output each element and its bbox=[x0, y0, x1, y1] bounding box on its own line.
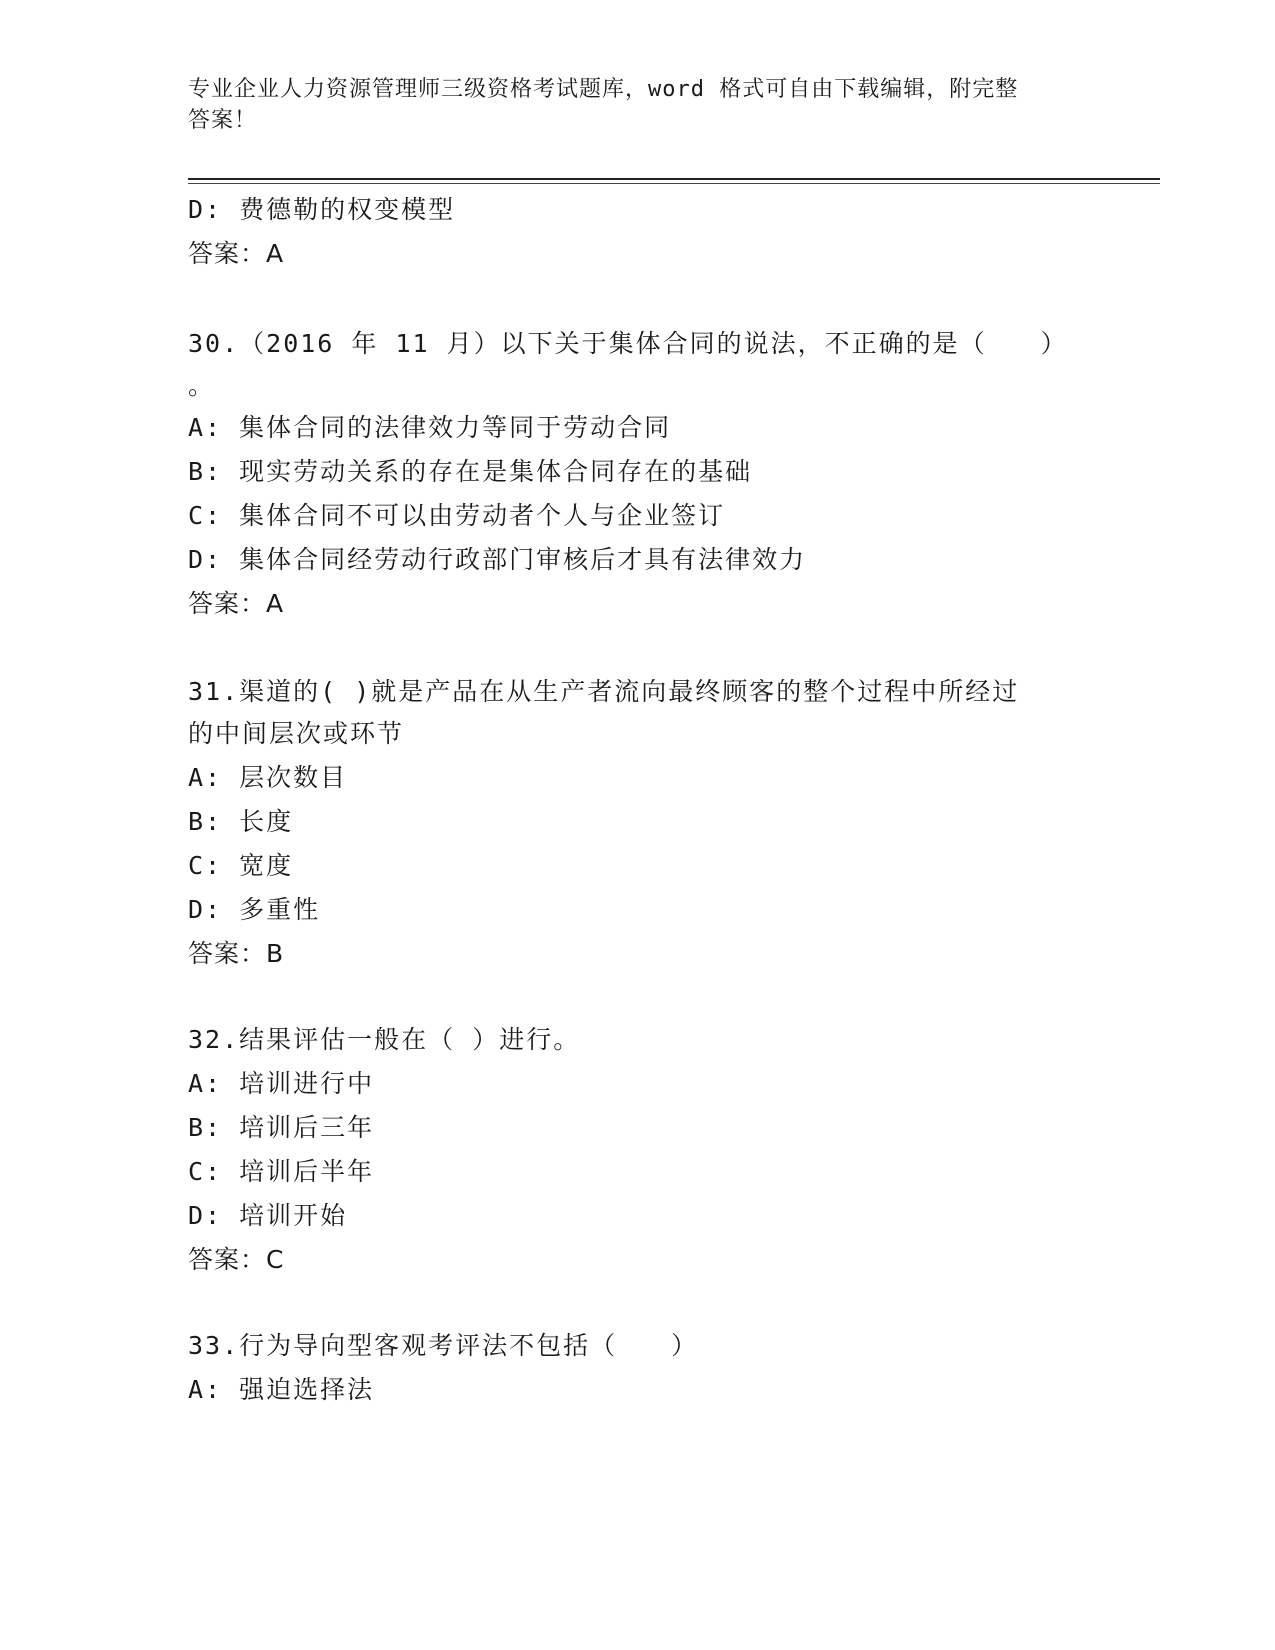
header-divider-thin bbox=[188, 183, 1160, 184]
prev-option-d: D: 费德勒的权变模型 bbox=[188, 195, 456, 224]
q30-stem-line-1: 30.（2016 年 11 月）以下关于集体合同的说法，不正确的是（ ） bbox=[188, 329, 1068, 358]
q31-option-c: C: 宽度 bbox=[188, 851, 294, 880]
document-header bbox=[188, 74, 1068, 136]
header-line-2: 答案！ bbox=[188, 108, 258, 133]
q30-answer: 答案：A bbox=[188, 589, 285, 618]
prev-answer: 答案：A bbox=[188, 239, 285, 268]
header-line-1: 专业企业人力资源管理师三级资格考试题库，word 格式可自由下载编辑，附完整 bbox=[188, 77, 1019, 102]
q30-stem-line-2: 。 bbox=[188, 371, 216, 400]
q31-option-b: B: 长度 bbox=[188, 807, 294, 836]
q31-answer: 答案：B bbox=[188, 939, 285, 968]
q30-option-a: A: 集体合同的法律效力等同于劳动合同 bbox=[188, 413, 672, 442]
q31-option-d: D: 多重性 bbox=[188, 895, 321, 924]
q32-option-d: D: 培训开始 bbox=[188, 1201, 348, 1230]
q33-option-a: A: 强迫选择法 bbox=[188, 1375, 375, 1404]
header-divider-thick bbox=[188, 178, 1160, 180]
q32-option-b: B: 培训后三年 bbox=[188, 1113, 375, 1142]
q31-option-a: A: 层次数目 bbox=[188, 763, 348, 792]
q30-option-c: C: 集体合同不可以由劳动者个人与企业签订 bbox=[188, 501, 726, 530]
q31-stem-line-1: 31.渠道的( )就是产品在从生产者流向最终顾客的整个过程中所经过 bbox=[188, 677, 1020, 706]
q32-answer: 答案：C bbox=[188, 1245, 285, 1274]
q32-option-c: C: 培训后半年 bbox=[188, 1157, 375, 1186]
q32-option-a: A: 培训进行中 bbox=[188, 1069, 375, 1098]
q33-stem: 33.行为导向型客观考评法不包括（ ） bbox=[188, 1331, 699, 1360]
q30-option-b: B: 现实劳动关系的存在是集体合同存在的基础 bbox=[188, 457, 753, 486]
q31-stem-line-2: 的中间层次或环节 bbox=[188, 719, 405, 748]
q30-option-d: D: 集体合同经劳动行政部门审核后才具有法律效力 bbox=[188, 545, 807, 574]
q32-stem: 32.结果评估一般在（ ）进行。 bbox=[188, 1025, 581, 1054]
